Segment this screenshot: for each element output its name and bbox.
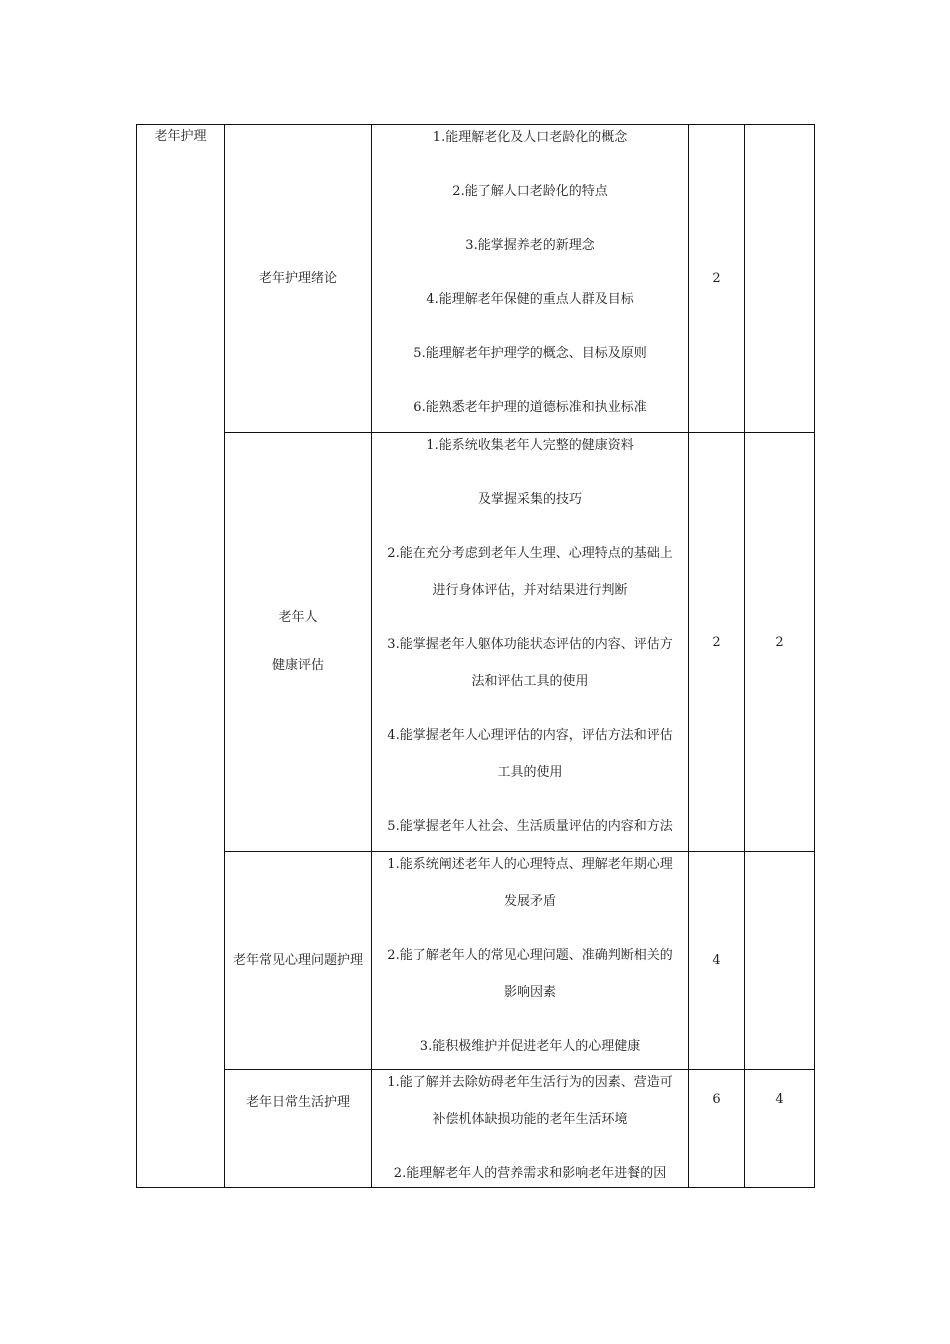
curriculum-table: [136, 124, 815, 1188]
topic-cell: [225, 433, 372, 852]
goal-item: [372, 436, 688, 456]
goal-item: [372, 855, 688, 912]
goal-item: [372, 398, 688, 418]
goal-item: [372, 236, 688, 256]
goal-line: 2.能理解老年人的营养需求和影响老年进餐的因: [393, 1166, 667, 1181]
hours-cell: [689, 852, 745, 1070]
goal-line: 工具的使用: [497, 765, 563, 780]
hours-cell: [689, 125, 745, 433]
goals-cell: [372, 433, 689, 852]
goal-item: [372, 544, 688, 601]
topic-cell: [225, 852, 372, 1070]
course-name: [137, 125, 225, 1188]
goal-line: 补偿机体缺损功能的老年生活环境: [432, 1112, 628, 1127]
goal-line: 2.能了解人口老龄化的特点: [452, 184, 608, 199]
goal-item: [372, 128, 688, 148]
goal-item: [372, 946, 688, 1003]
goal-item: [372, 817, 688, 837]
goal-item: [372, 635, 688, 692]
goals-cell: [372, 852, 689, 1070]
goal-line: 1.能系统阐述老年人的心理特点、理解老年期心理: [387, 857, 673, 872]
goal-line: 发展矛盾: [503, 894, 556, 909]
goal-line: 6.能熟悉老年护理的道德标准和执业标准: [413, 400, 647, 415]
topic-label: 老年日常生活护理: [245, 1095, 350, 1110]
goal-line: 4.能掌握老年人心理评估的内容，评估方法和评估: [387, 728, 673, 743]
goal-line: 5.能掌握老年人社会、生活质量评估的内容和方法: [387, 819, 673, 834]
hours-cell: [689, 433, 745, 852]
goal-line: 进行身体评估，并对结果进行判断: [432, 583, 628, 598]
goal-line: 4.能理解老年保健的重点人群及目标: [426, 292, 634, 307]
goal-line: 1.能了解并去除妨碍老年生活行为的因素、营造可: [387, 1075, 673, 1090]
practice-hours-cell: [745, 433, 815, 852]
goal-line: 5.能理解老年护理学的概念、目标及原则: [413, 346, 647, 361]
topic-label: 老年人: [278, 610, 318, 625]
goal-item: [372, 490, 688, 510]
hours-value: 6: [712, 1092, 721, 1107]
practice-hours-cell: [745, 125, 815, 433]
topic-label: 老年护理绪论: [258, 270, 337, 286]
goal-line: 3.能掌握养老的新理念: [465, 238, 595, 253]
topic-label: 老年常见心理问题护理: [232, 952, 363, 968]
table-row: [137, 433, 815, 852]
practice-hours-cell: [745, 852, 815, 1070]
topic-label: 健康评估: [271, 658, 324, 673]
goal-line: 1.能理解老化及人口老龄化的概念: [432, 130, 628, 145]
goal-line: 3.能积极维护并促进老年人的心理健康: [419, 1039, 641, 1054]
course-label: 老年护理: [154, 129, 207, 144]
goal-line: 法和评估工具的使用: [471, 674, 589, 689]
goal-item: [372, 290, 688, 310]
goal-item: [372, 1037, 688, 1057]
hours-value: 4: [712, 953, 721, 968]
practice-hours-cell: [745, 1070, 815, 1188]
goals-cell: [372, 125, 689, 433]
goal-line: 及掌握采集的技巧: [477, 492, 582, 507]
goal-line: 2.能在充分考虑到老年人生理、心理特点的基础上: [387, 546, 673, 561]
table-row: [137, 125, 815, 433]
goal-item: [372, 1073, 688, 1130]
goal-item: [372, 1164, 688, 1184]
goals-cell: [372, 1070, 689, 1188]
goal-item: [372, 182, 688, 202]
goal-item: [372, 726, 688, 783]
table-row: [137, 852, 815, 1070]
goal-line: 2.能了解老年人的常见心理问题、准确判断相关的: [387, 948, 673, 963]
practice-hours-value: 4: [775, 1092, 784, 1107]
topic-cell: [225, 125, 372, 433]
hours-value: 2: [712, 634, 721, 650]
hours-cell: [689, 1070, 745, 1188]
goal-item: [372, 344, 688, 364]
practice-hours-value: 2: [775, 634, 784, 650]
table-row: [137, 1070, 815, 1188]
goal-line: 3.能掌握老年人躯体功能状态评估的内容、评估方: [387, 637, 673, 652]
goal-line: 1.能系统收集老年人完整的健康资料: [426, 438, 634, 453]
topic-cell: [225, 1070, 372, 1188]
hours-value: 2: [712, 271, 721, 286]
goal-line: 影响因素: [503, 985, 556, 1000]
